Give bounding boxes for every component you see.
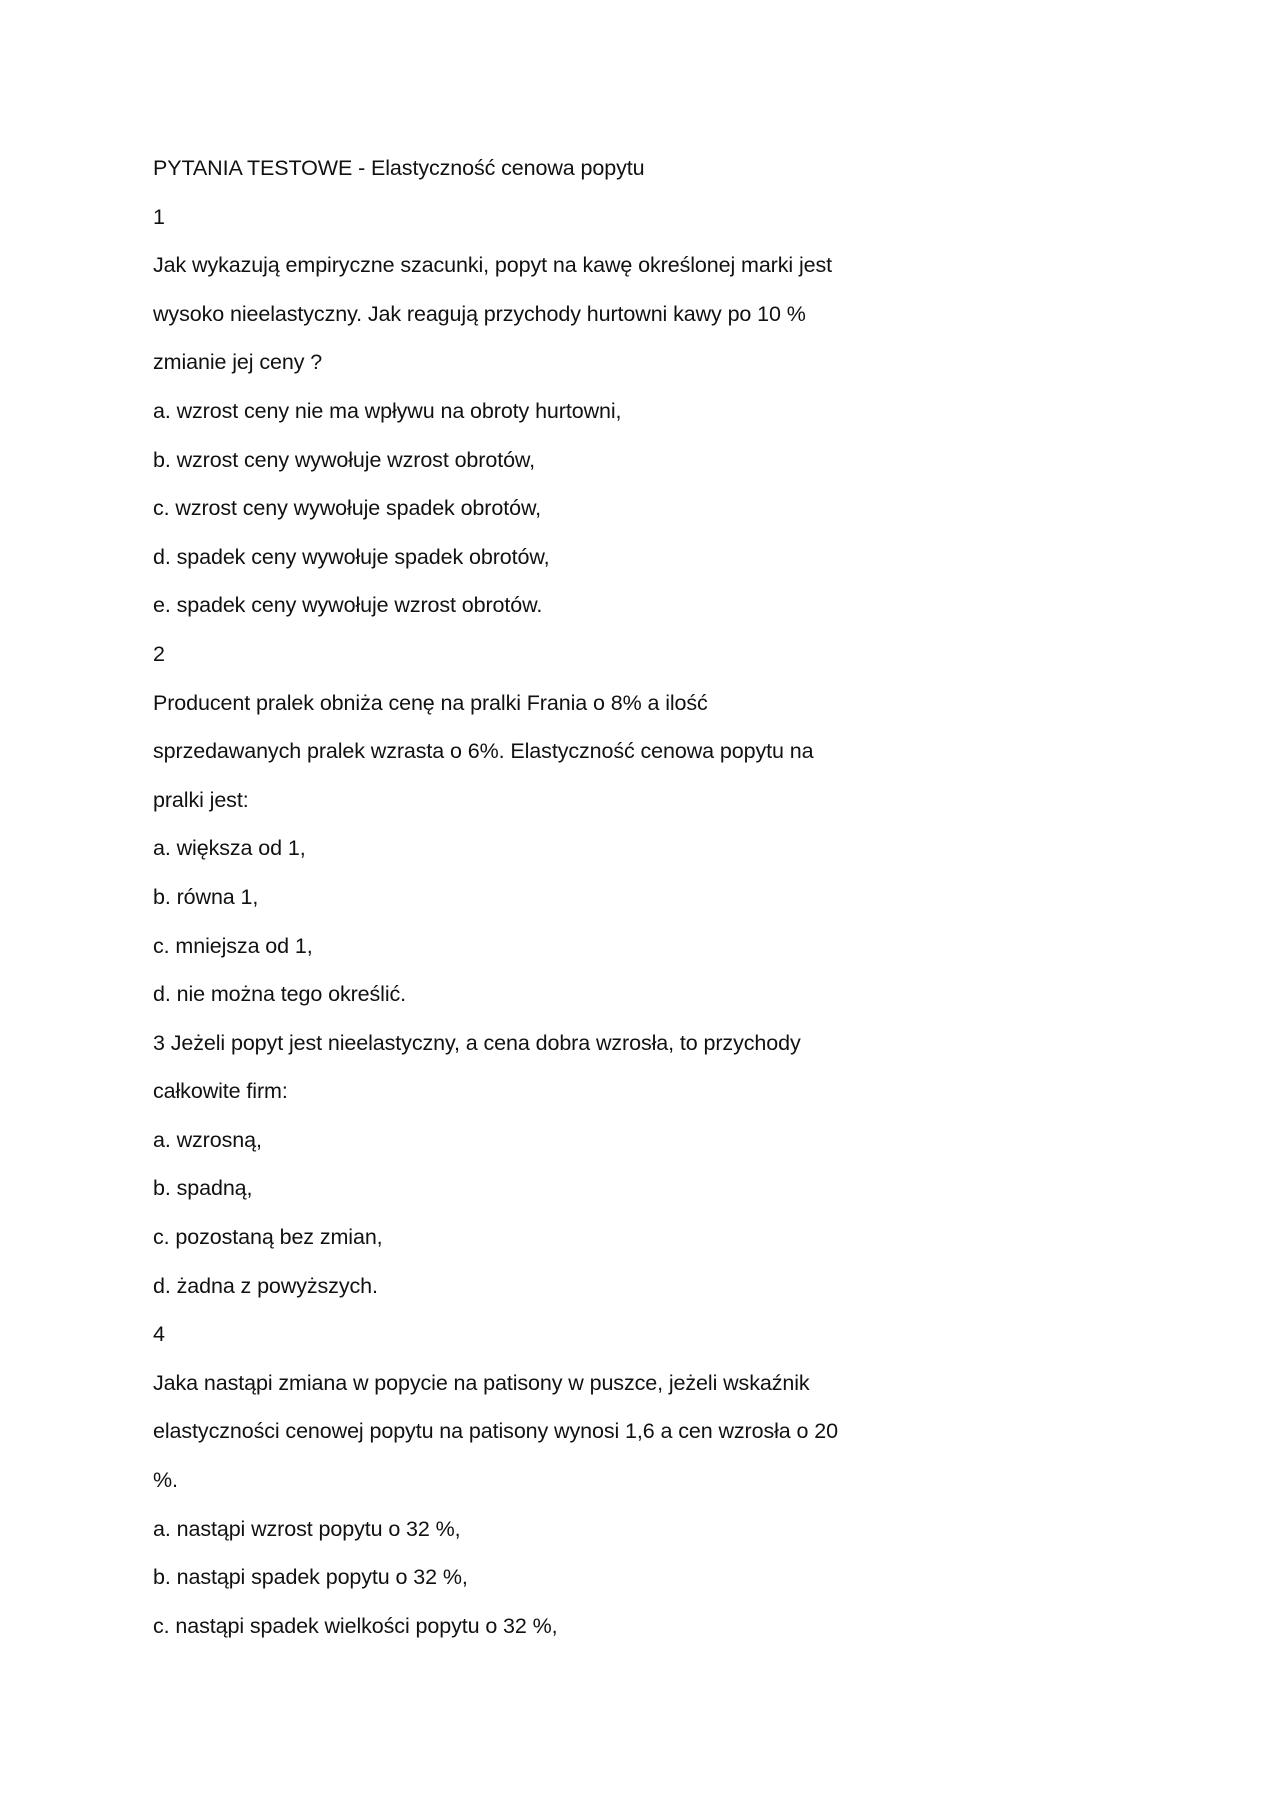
answer-option: c. wzrost ceny wywołuje spadek obrotów, [153, 496, 542, 521]
answer-option: c. nastąpi spadek wielkości popytu o 32 %, [153, 1613, 558, 1638]
answer-option: a. wzrost ceny nie ma wpływu na obroty hurtowni, [153, 398, 622, 423]
answer-option: e. spadek ceny wywołuje wzrost obrotów. [153, 593, 543, 618]
question-text: wysoko nieelastyczny. Jak reagują przychody hurtowni kawy po 10 % [153, 301, 806, 326]
answer-option: a. większa od 1, [153, 836, 306, 861]
document-title: PYTANIA TESTOWE - Elastyczność cenowa popytu [153, 156, 645, 180]
answer-option: d. żadna z powyższych. [153, 1273, 378, 1298]
answer-option: a. nastąpi wzrost popytu o 32 %, [153, 1516, 461, 1541]
question-text: całkowite firm: [153, 1079, 288, 1104]
question-text: zmianie jej ceny ? [153, 350, 323, 375]
question-number: 2 [153, 641, 165, 666]
answer-option: d. spadek ceny wywołuje spadek obrotów, [153, 544, 550, 569]
answer-option: b. nastąpi spadek popytu o 32 %, [153, 1565, 468, 1590]
question-text: Jaka nastąpi zmiana w popycie na patisony w puszce, jeżeli wskaźnik [153, 1370, 810, 1395]
question-text: %. [153, 1468, 178, 1493]
answer-option: b. spadną, [153, 1176, 253, 1201]
question-number: 4 [153, 1322, 165, 1347]
question-text: Producent pralek obniża cenę na pralki Frania o 8% a ilość [153, 690, 708, 715]
answer-option: c. mniejsza od 1, [153, 933, 313, 958]
question-text: pralki jest: [153, 787, 249, 812]
answer-option: a. wzrosną, [153, 1127, 262, 1152]
question-text: Jak wykazują empiryczne szacunki, popyt na kawę określonej marki jest [153, 253, 833, 278]
question-text: sprzedawanych pralek wzrasta o 6%. Elastyczność cenowa popytu na [153, 739, 814, 764]
question-text: 3 Jeżeli popyt jest nieelastyczny, a cena dobra wzrosła, to przychody [153, 1030, 801, 1055]
answer-option: b. równa 1, [153, 884, 259, 909]
answer-option: c. pozostaną bez zmian, [153, 1225, 383, 1250]
document-body [153, 148, 873, 1654]
answer-option: d. nie można tego określić. [153, 982, 407, 1007]
question-number: 1 [153, 204, 165, 229]
answer-option: b. wzrost ceny wywołuje wzrost obrotów, [153, 447, 536, 472]
question-text: elastyczności cenowej popytu na patisony wynosi 1,6 a cen wzrosła o 20 [153, 1419, 838, 1444]
